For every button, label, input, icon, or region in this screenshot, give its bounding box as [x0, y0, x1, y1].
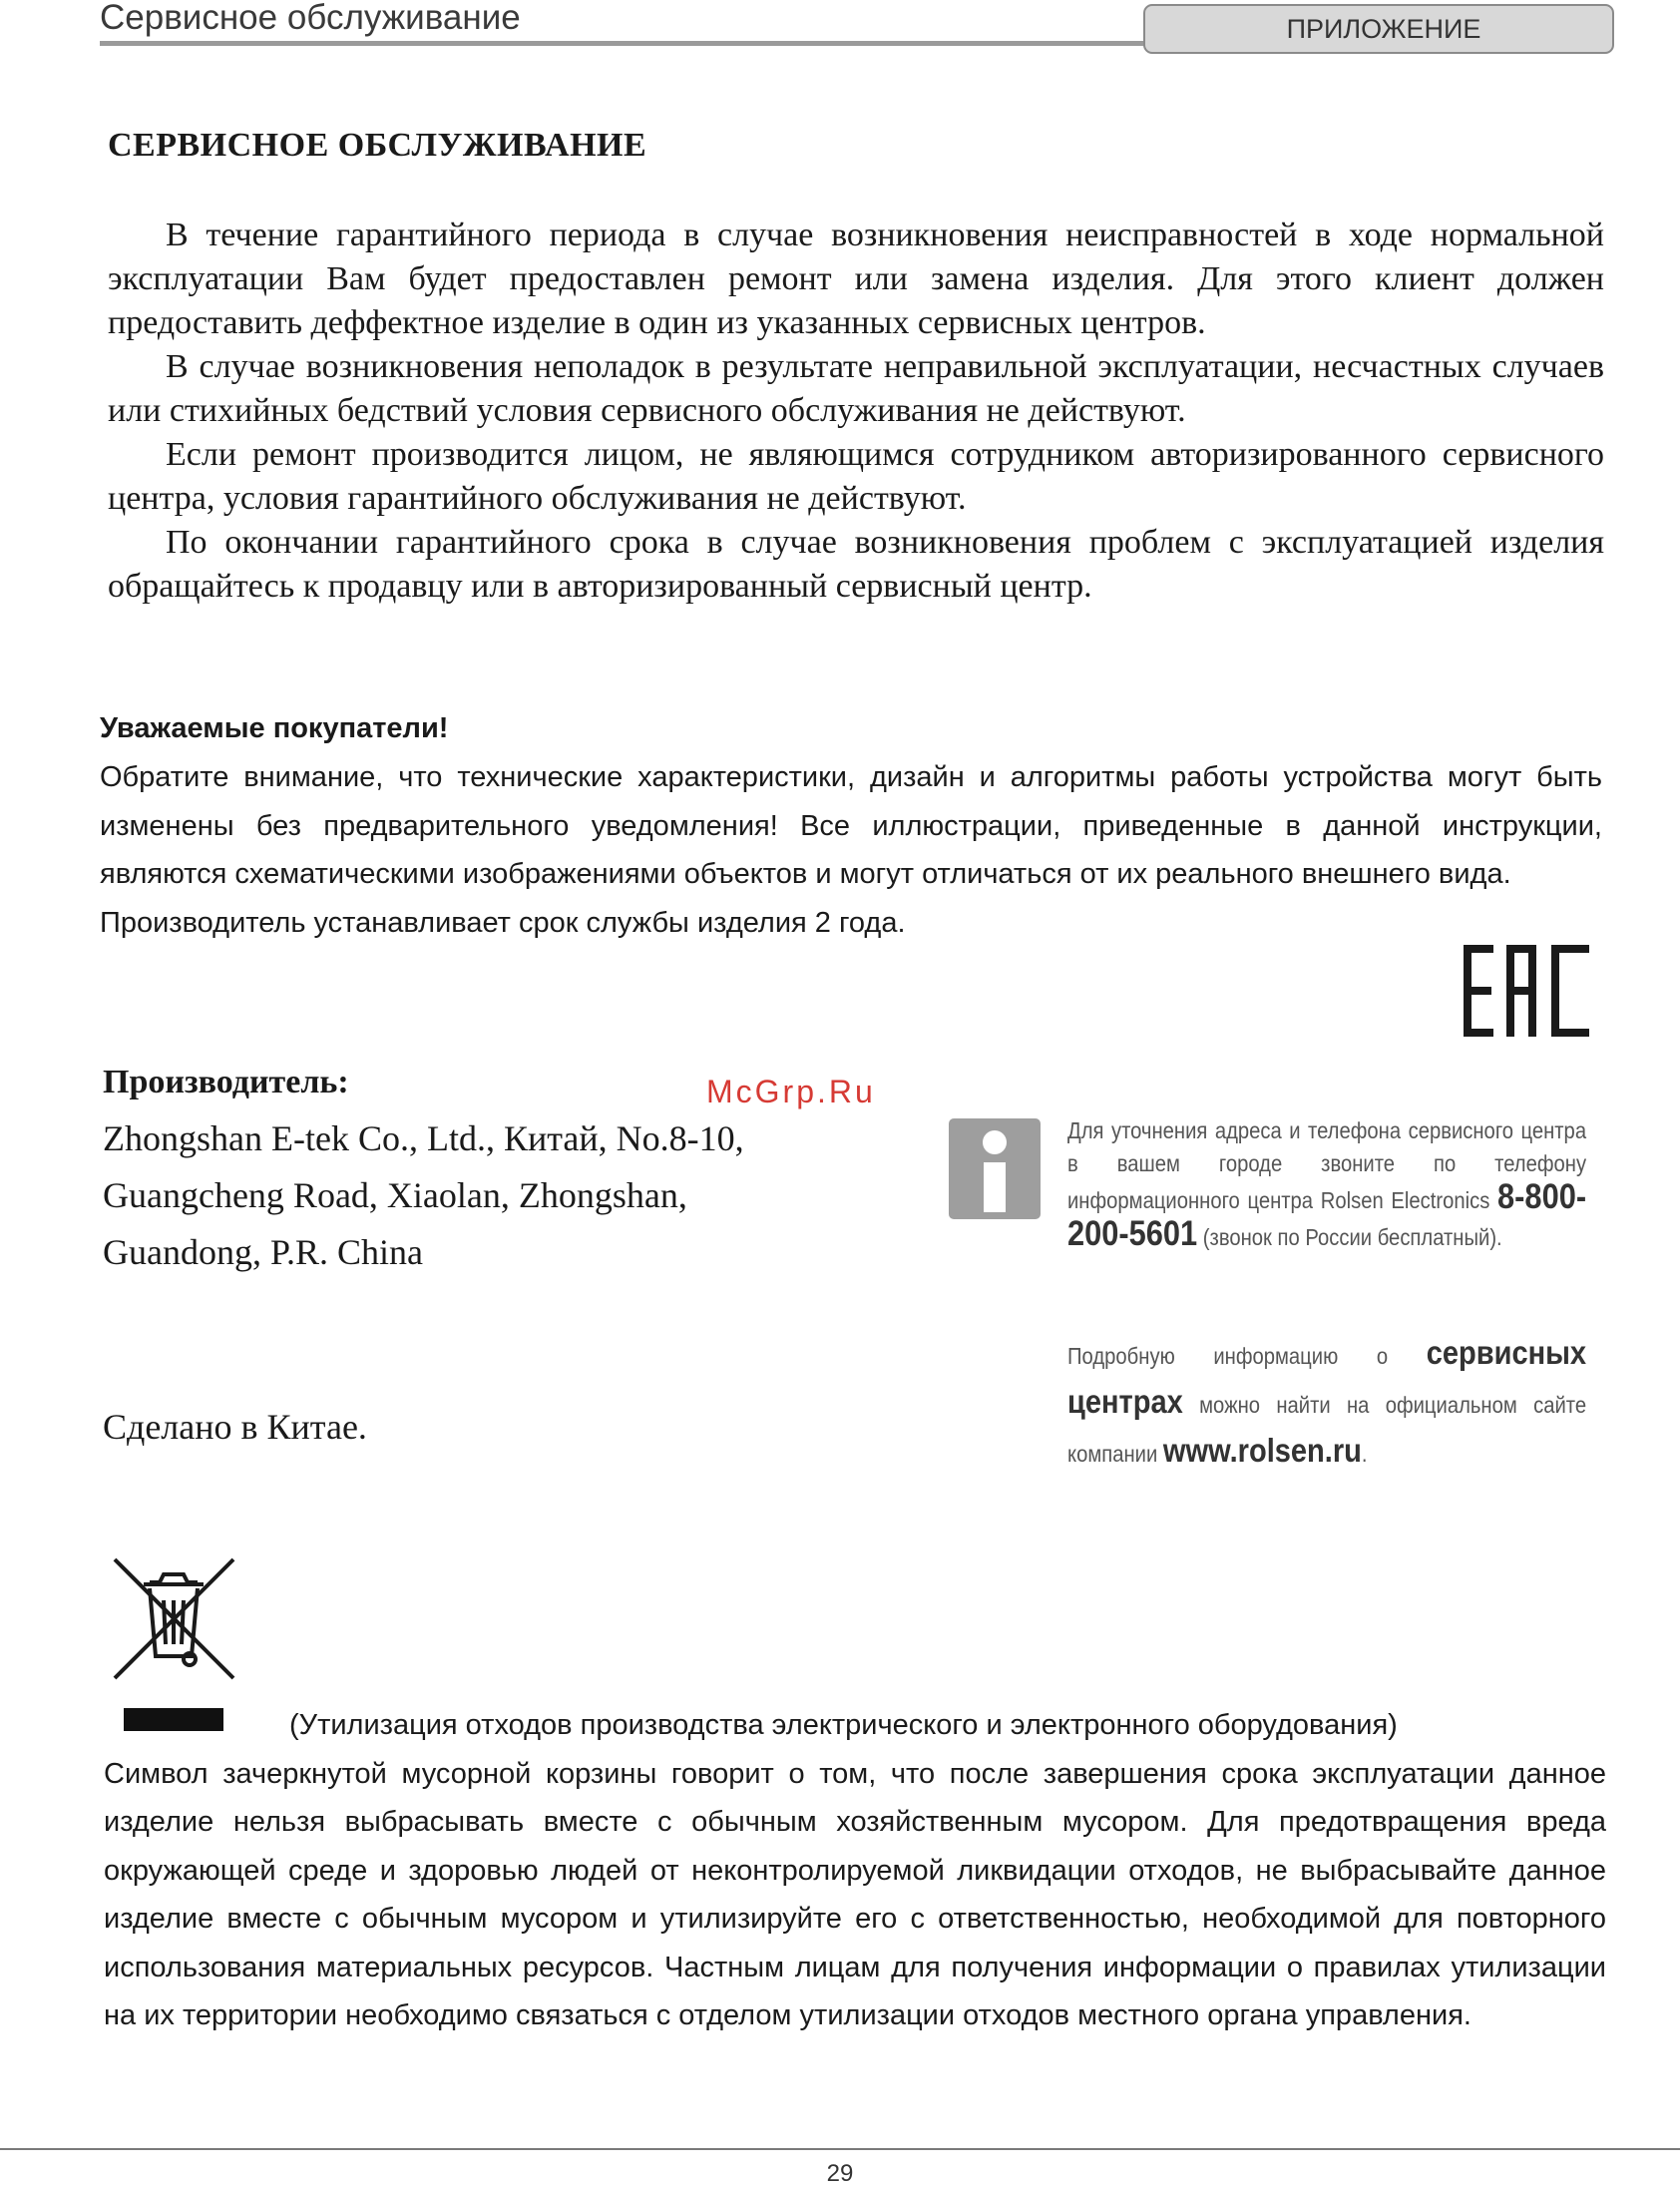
page-number: 29 [826, 2160, 854, 2187]
recycling-body: Символ зачеркнутой мусорной корзины говорит о том, что после завершения срока эксплуатации данное изделие нельзя выбрасывать вместе с обычным хозяйственным мусором. Для предотвращения вреда окружающей среде и здоровью людей от неконтролируемой ликвидации отходов, не выбрасывайте данное изделие вместе с обычным мусором и утилизируйте его с ответственностью, необходимой для повторного использования материальных ресурсов. Частным лицам для получения информации о правилах утилизации на их территории необходимо связаться с отделом утилизации отходов местного органа управления. [104, 1757, 1606, 2031]
section-tab [1143, 4, 1614, 54]
made-in-text: Сделано в Китае. [103, 1407, 367, 1447]
service-paragraph: В течение гарантийного периода в случае возникновения неисправностей в ходе нормальной эксплуатации Вам будет предоставлен ремонт или замена изделия. Для этого клиент должен предоставить деффектное изделие в один из указанных сервисных центров. [108, 217, 1604, 341]
info-text: можно найти на официальном сайте компании [1067, 1392, 1587, 1467]
notice-text: Обратите внимание, что технические характеристики, дизайн и алгоритмы работы устройства могут быть изменены без предварительного уведомления! Все иллюстрации, приведенные в данной инструкции, являются схематическими изображениями объектов и могут отличаться от их реального внешнего вида. [100, 761, 1602, 890]
eac-mark-icon [1464, 945, 1589, 1037]
manufacturer-address-line: Guangcheng Road, Xiaolan, Zhongshan, [103, 1175, 687, 1215]
page-header-title: Сервисное обслуживание [100, 0, 521, 37]
notice-body [100, 753, 1602, 947]
info-text: . [1361, 1441, 1368, 1467]
footer-rule [0, 2148, 1680, 2150]
crossed-bin-icon [112, 1556, 236, 1681]
manufacturer-address-line: Zhongshan E-tek Co., Ltd., Китай, No.8-10, [103, 1118, 744, 1158]
manufacturer-title: Производитель: [103, 1064, 349, 1100]
notice-title: Уважаемые покупатели! [100, 712, 449, 744]
service-text [108, 214, 1604, 609]
website-link[interactable]: www.rolsen.ru [1162, 1432, 1362, 1469]
watermark: McGrp.Ru [706, 1074, 876, 1109]
phone-note: (звонок по России бесплатный). [1202, 1224, 1502, 1250]
info-contact-block [1067, 1114, 1586, 1254]
header-rule [100, 41, 1147, 46]
manufacturer-address-line: Guandong, P.R. China [103, 1232, 424, 1272]
phone-number: 8-800-200-5601 [1067, 1177, 1587, 1253]
service-paragraph: По окончании гарантийного срока в случае возникновения проблем с эксплуатацией изделия обращайтесь к продавцу или в авторизированный сервисный центр. [108, 524, 1604, 605]
section-title: СЕРВИСНОЕ ОБСЛУЖИВАНИЕ [108, 127, 647, 164]
service-paragraph: В случае возникновения неполадок в результате неправильной эксплуатации, несчастных случаев или стихийных бедствий условия сервисного обслуживания не действуют. [108, 348, 1604, 429]
info-text: Подробную информацию о [1067, 1343, 1389, 1369]
service-paragraph: Если ремонт производится лицом, не являющимся сотрудником авторизированного сервисного центра, условия гарантийного обслуживания не действуют. [108, 436, 1604, 517]
section-tab-label: ПРИЛОЖЕНИЕ [1286, 13, 1481, 44]
info-site-block [1067, 1330, 1586, 1477]
lifetime-text: Производитель устанавливает срок службы изделия 2 года. [100, 906, 906, 939]
recycling-lead: (Утилизация отходов производства электрического и электронного оборудования) [289, 1709, 1398, 1741]
recycling-text [104, 1701, 1606, 2040]
service-centers-highlight: сервисных центрах [1067, 1334, 1587, 1420]
info-icon [949, 1118, 1041, 1219]
info-text: Для уточнения адреса и телефона сервисного центра в вашем городе звоните по телефону информационного центра Rolsen Electronics [1067, 1117, 1587, 1213]
